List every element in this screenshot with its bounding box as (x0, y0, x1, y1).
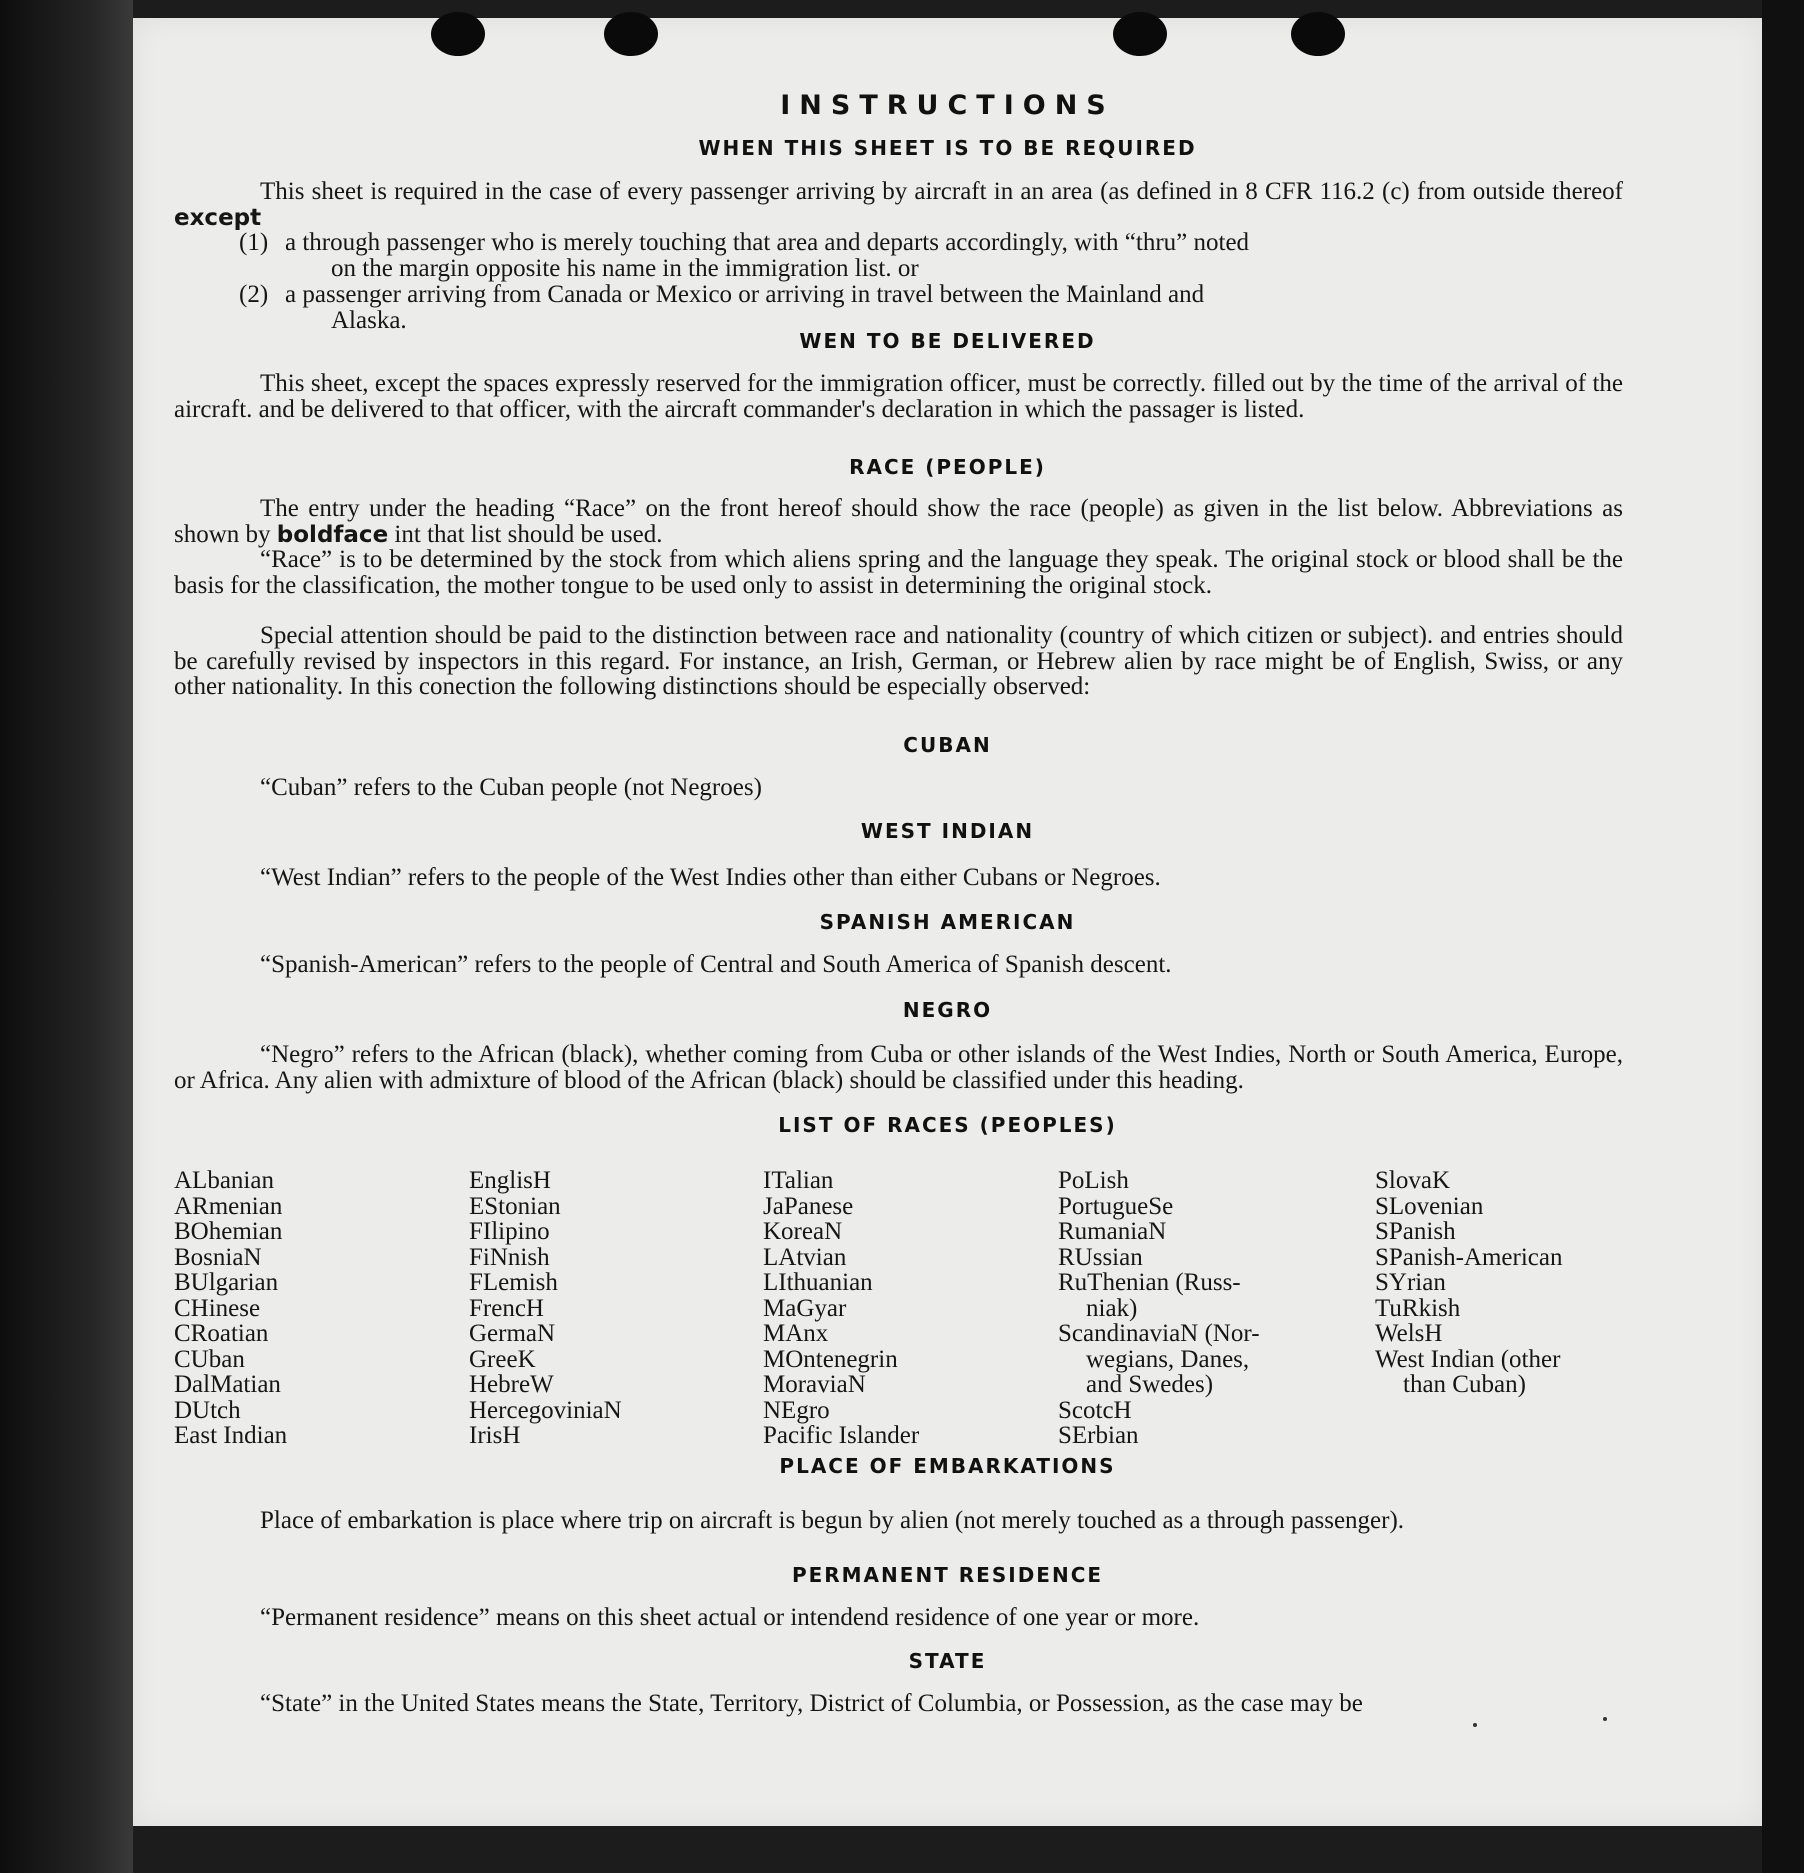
heading-negro: NEGRO (902, 998, 993, 1022)
race-list-item: HebreW (469, 1371, 554, 1398)
heading-instructions: INSTRUCTIONS (780, 90, 1115, 121)
race-list-item: HercegoviniaN (469, 1396, 622, 1424)
scan-border-right (1762, 0, 1804, 1873)
race-list-item: FIlipino (469, 1218, 550, 1245)
paragraph-state: “State” in the United States means the State, Territory, District of Columbia, or Possession, as the case may be (260, 1690, 1363, 1717)
heading-when-delivered: WEN TO BE DELIVERED (799, 329, 1096, 353)
race-list-item: BOhemian (174, 1218, 283, 1245)
race-list-item: BosniaN (174, 1243, 262, 1271)
race-list-item: PoLish (1058, 1167, 1129, 1194)
punch-hole (431, 12, 485, 56)
race-list-item: and Swedes) (1086, 1371, 1214, 1398)
race-list-item: FiNnish (469, 1243, 550, 1271)
race-list-item: LAtvian (763, 1243, 847, 1271)
heading-state: STATE (908, 1649, 987, 1673)
race-list-item: FLemish (469, 1269, 558, 1296)
race-list-item: JaPanese (763, 1192, 854, 1220)
paragraph-race-3: Special attention should be paid to the distinction between race and nationality (country of which citizen or subject). and entries should be carefully revised by inspectors in this regard. For instance, an Irish, German, or Hebrew alien by race might be of English, Swiss, or any other nationality. In this conection the following distinctions should be especially observed: (174, 622, 1623, 700)
boldface-emphasis: boldface (276, 521, 389, 548)
race-list-item: SErbian (1058, 1422, 1139, 1449)
race-list-column-5 (1375, 1168, 1562, 1398)
race-list-item: DalMatian (174, 1371, 281, 1398)
punch-hole (1113, 12, 1167, 56)
race-list-item: TuRkish (1375, 1294, 1461, 1322)
race-list-item: KoreaN (763, 1218, 843, 1245)
race-list-item: than Cuban) (1403, 1371, 1526, 1398)
race-list-item: BUlgarian (174, 1269, 279, 1296)
race-list-item: NEgro (763, 1396, 830, 1424)
race-list-item: CUban (174, 1345, 245, 1373)
race-list-item: FrencH (469, 1294, 544, 1322)
scan-border-left (0, 0, 133, 1873)
race-list-item: SlovaK (1375, 1167, 1450, 1194)
race-list-item: ScotcH (1058, 1396, 1132, 1424)
ink-speck (1603, 1717, 1607, 1721)
race-list-item: RumaniaN (1058, 1218, 1167, 1245)
race-list-item: CRoatian (174, 1320, 269, 1347)
heading-list-of-races: LIST OF RACES (PEOPLES) (778, 1113, 1117, 1137)
heading-spanish-american: SPANISH AMERICAN (819, 910, 1076, 934)
ink-speck (1473, 1723, 1477, 1727)
race-list-item: SLovenian (1375, 1192, 1484, 1220)
race-list-item: ALbanian (174, 1167, 274, 1194)
exception-item-2: (2) a passenger arriving from Canada or Mexico or arriving in travel between the Mainland and Alaska. (239, 281, 1205, 334)
race-list-item: PortugueSe (1058, 1192, 1174, 1220)
heading-race: RACE (PEOPLE) (849, 455, 1046, 479)
race-list-item: CHinese (174, 1294, 261, 1322)
race-list-item: WelsH (1375, 1320, 1443, 1347)
heading-place-of-embarkation: PLACE OF EMBARKATIONS (779, 1454, 1116, 1478)
race-list-item: West Indian (other (1375, 1345, 1561, 1373)
heading-when-required: WHEN THIS SHEET IS TO BE REQUIRED (698, 136, 1197, 160)
race-list-item: Pacific Islander (763, 1422, 920, 1449)
race-list-item: East Indian (174, 1422, 288, 1449)
race-list-item: IrisH (469, 1422, 521, 1449)
paragraph-delivered: This sheet, except the spaces expressly reserved for the immigration officer, must be correctly. filled out by the time of the arrival of the aircraft. and be delivered to that officer, with the aircraft commander's declaration in which the passager is listed. (174, 370, 1623, 423)
race-list-item: MAnx (763, 1320, 829, 1347)
race-list-item: LIthuanian (763, 1269, 873, 1296)
race-list-column-2 (469, 1168, 622, 1449)
paragraph-cuban: “Cuban” refers to the Cuban people (not Negroes) (260, 774, 762, 801)
punch-hole (1291, 12, 1345, 56)
race-list-item: niak) (1086, 1294, 1138, 1322)
heading-permanent-residence: PERMANENT RESIDENCE (791, 1563, 1104, 1587)
race-list-item: wegians, Danes, (1086, 1345, 1250, 1373)
race-list-item: MaGyar (763, 1294, 847, 1322)
race-list-item: ScandinaviaN (Nor- (1058, 1320, 1260, 1347)
heading-west-indian: WEST INDIAN (860, 819, 1035, 843)
paragraph-race-2: “Race” is to be determined by the stock from which aliens spring and the language they speak. The original stock or blood shall be the basis for the classification, the mother tongue to be used only to assist in determining the original stock. (174, 546, 1623, 599)
race-list-item: ITalian (763, 1167, 834, 1194)
race-list-column-1 (174, 1168, 287, 1449)
race-list-item: SYrian (1375, 1269, 1446, 1296)
paragraph-required: This sheet is required in the case of every passenger arriving by aircraft in an area (as defined in 8 CFR 116.2 (c) from outside thereof except (174, 178, 1623, 231)
heading-cuban: CUBAN (903, 733, 992, 757)
paragraph-race-1: The entry under the heading “Race” on the front hereof should show the race (people) as given in the list below. Abbreviations as shown by boldface int that list should be used. (174, 495, 1623, 548)
race-list-item: MoraviaN (763, 1371, 866, 1398)
paragraph-embarkation: Place of embarkation is place where trip on aircraft is begun by alien (not merely touched as a through passenger). (260, 1507, 1405, 1534)
race-list-item: EnglisH (469, 1167, 551, 1194)
paragraph-west-indian: “West Indian” refers to the people of the West Indies other than either Cubans or Negroes. (260, 864, 1161, 891)
race-list-item: SPanish-American (1375, 1243, 1563, 1271)
race-list-column-3 (763, 1168, 919, 1449)
race-list-item: MOntenegrin (763, 1345, 898, 1373)
exception-item-1: (1) a through passenger who is merely touching that area and departs accordingly, with “thru” noted on the margin opposite his name in the immigration list. or (239, 229, 1250, 282)
punch-hole (604, 12, 658, 56)
paragraph-residence: “Permanent residence” means on this sheet actual or intendend residence of one year or more. (260, 1604, 1200, 1631)
race-list-item: RuThenian (Russ- (1058, 1269, 1241, 1296)
race-list-item: SPanish (1375, 1218, 1456, 1245)
race-list-item: GreeK (469, 1345, 536, 1373)
except-emphasis: except (174, 204, 262, 231)
race-list-item: DUtch (174, 1396, 241, 1424)
race-list-item: GermaN (469, 1320, 556, 1347)
race-list-item: RUssian (1058, 1243, 1143, 1271)
paragraph-spanish-american: “Spanish-American” refers to the people of Central and South America of Spanish descent. (260, 951, 1172, 978)
paragraph-negro: “Negro” refers to the African (black), whether coming from Cuba or other islands of the West Indies, North or South America, Europe, or Africa. Any alien with admixture of blood of the African (black) should be classified under this heading. (174, 1041, 1623, 1094)
race-list-item: ARmenian (174, 1192, 283, 1220)
document-page (133, 18, 1762, 1826)
race-list-item: EStonian (469, 1192, 561, 1220)
race-list-column-4 (1058, 1168, 1260, 1449)
